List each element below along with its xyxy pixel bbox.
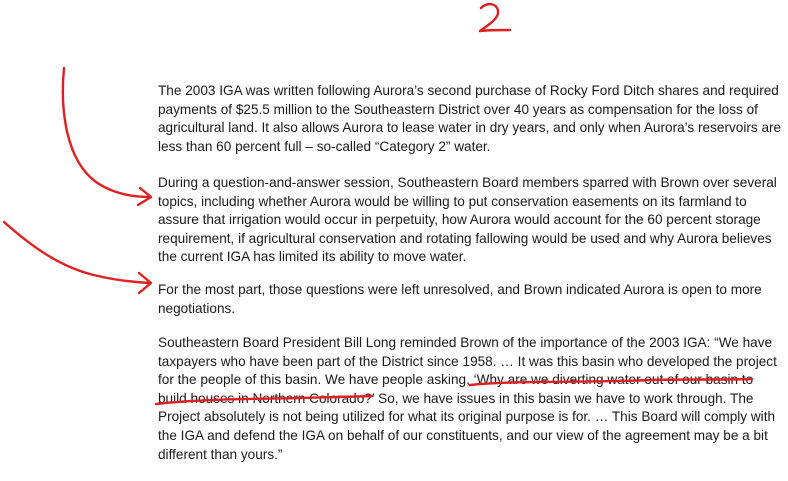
text-line: the current IGA has limited its ability to move water. [158, 249, 467, 265]
paragraph-iga-background [158, 82, 786, 156]
arrow-2-head-icon [139, 273, 151, 293]
text-line: agricultural land. It also allows Aurora to lease water in dry years, and only when Aurora’s reservoirs are [158, 120, 782, 136]
paragraph-long-quote [158, 334, 786, 464]
text-line: build houses in Northern Colorado?’ So, we have issues in this basin we have to work through. The [158, 390, 754, 406]
text-line: The 2003 IGA was written following Aurora’s second purchase of Rocky Ford Ditch shares and required [158, 83, 779, 98]
text-line: for the people of this basin. We have people asking, ‘Why are we diverting water out of our basin to [158, 372, 754, 388]
text-line: topics, including whether Aurora would be willing to put conservation easements on its farmland to [158, 193, 747, 209]
arrow-1-icon [63, 68, 150, 197]
text-line: the IGA and defend the IGA on behalf of our constituents, and our view of the agreement may be a bit [158, 427, 768, 443]
text-line: For the most part, those questions were left unresolved, and Brown indicated Aurora is open to more [158, 282, 762, 297]
text-line: Southeastern Board President Bill Long reminded Brown of the importance of the 2003 IGA: “We have [158, 335, 773, 350]
arrow-1-head-icon [138, 188, 151, 205]
paragraph-qa-session [158, 174, 786, 267]
text-line: payments of $25.5 million to the Southeastern District over 40 years as compensation for the loss of [158, 101, 758, 117]
arrow-2-icon [4, 222, 150, 283]
handwritten-page-number [474, 0, 504, 36]
text-line: negotiations. [158, 300, 236, 316]
text-line: Project absolutely is not being utilized for what its original purpose is for. … This Board will comply with [158, 409, 776, 425]
text-line: assure that irrigation would occur in perpetuity, how Aurora would account for the 60 percent storage [158, 212, 761, 228]
text-line: requirement, if agricultural conservation and rotating fallowing would be used and why Aurora believes [158, 230, 772, 246]
text-line: less than 60 percent full – so-called “Category 2” water. [158, 138, 491, 154]
text-line: taxpayers who have been part of the District since 1958. … It was this basin who developed the project [158, 353, 777, 369]
paragraph-unresolved [158, 281, 786, 318]
text-line: During a question-and-answer session, Southeastern Board members sparred with Brown over several [158, 175, 777, 190]
text-line: different than yours.” [158, 446, 283, 462]
